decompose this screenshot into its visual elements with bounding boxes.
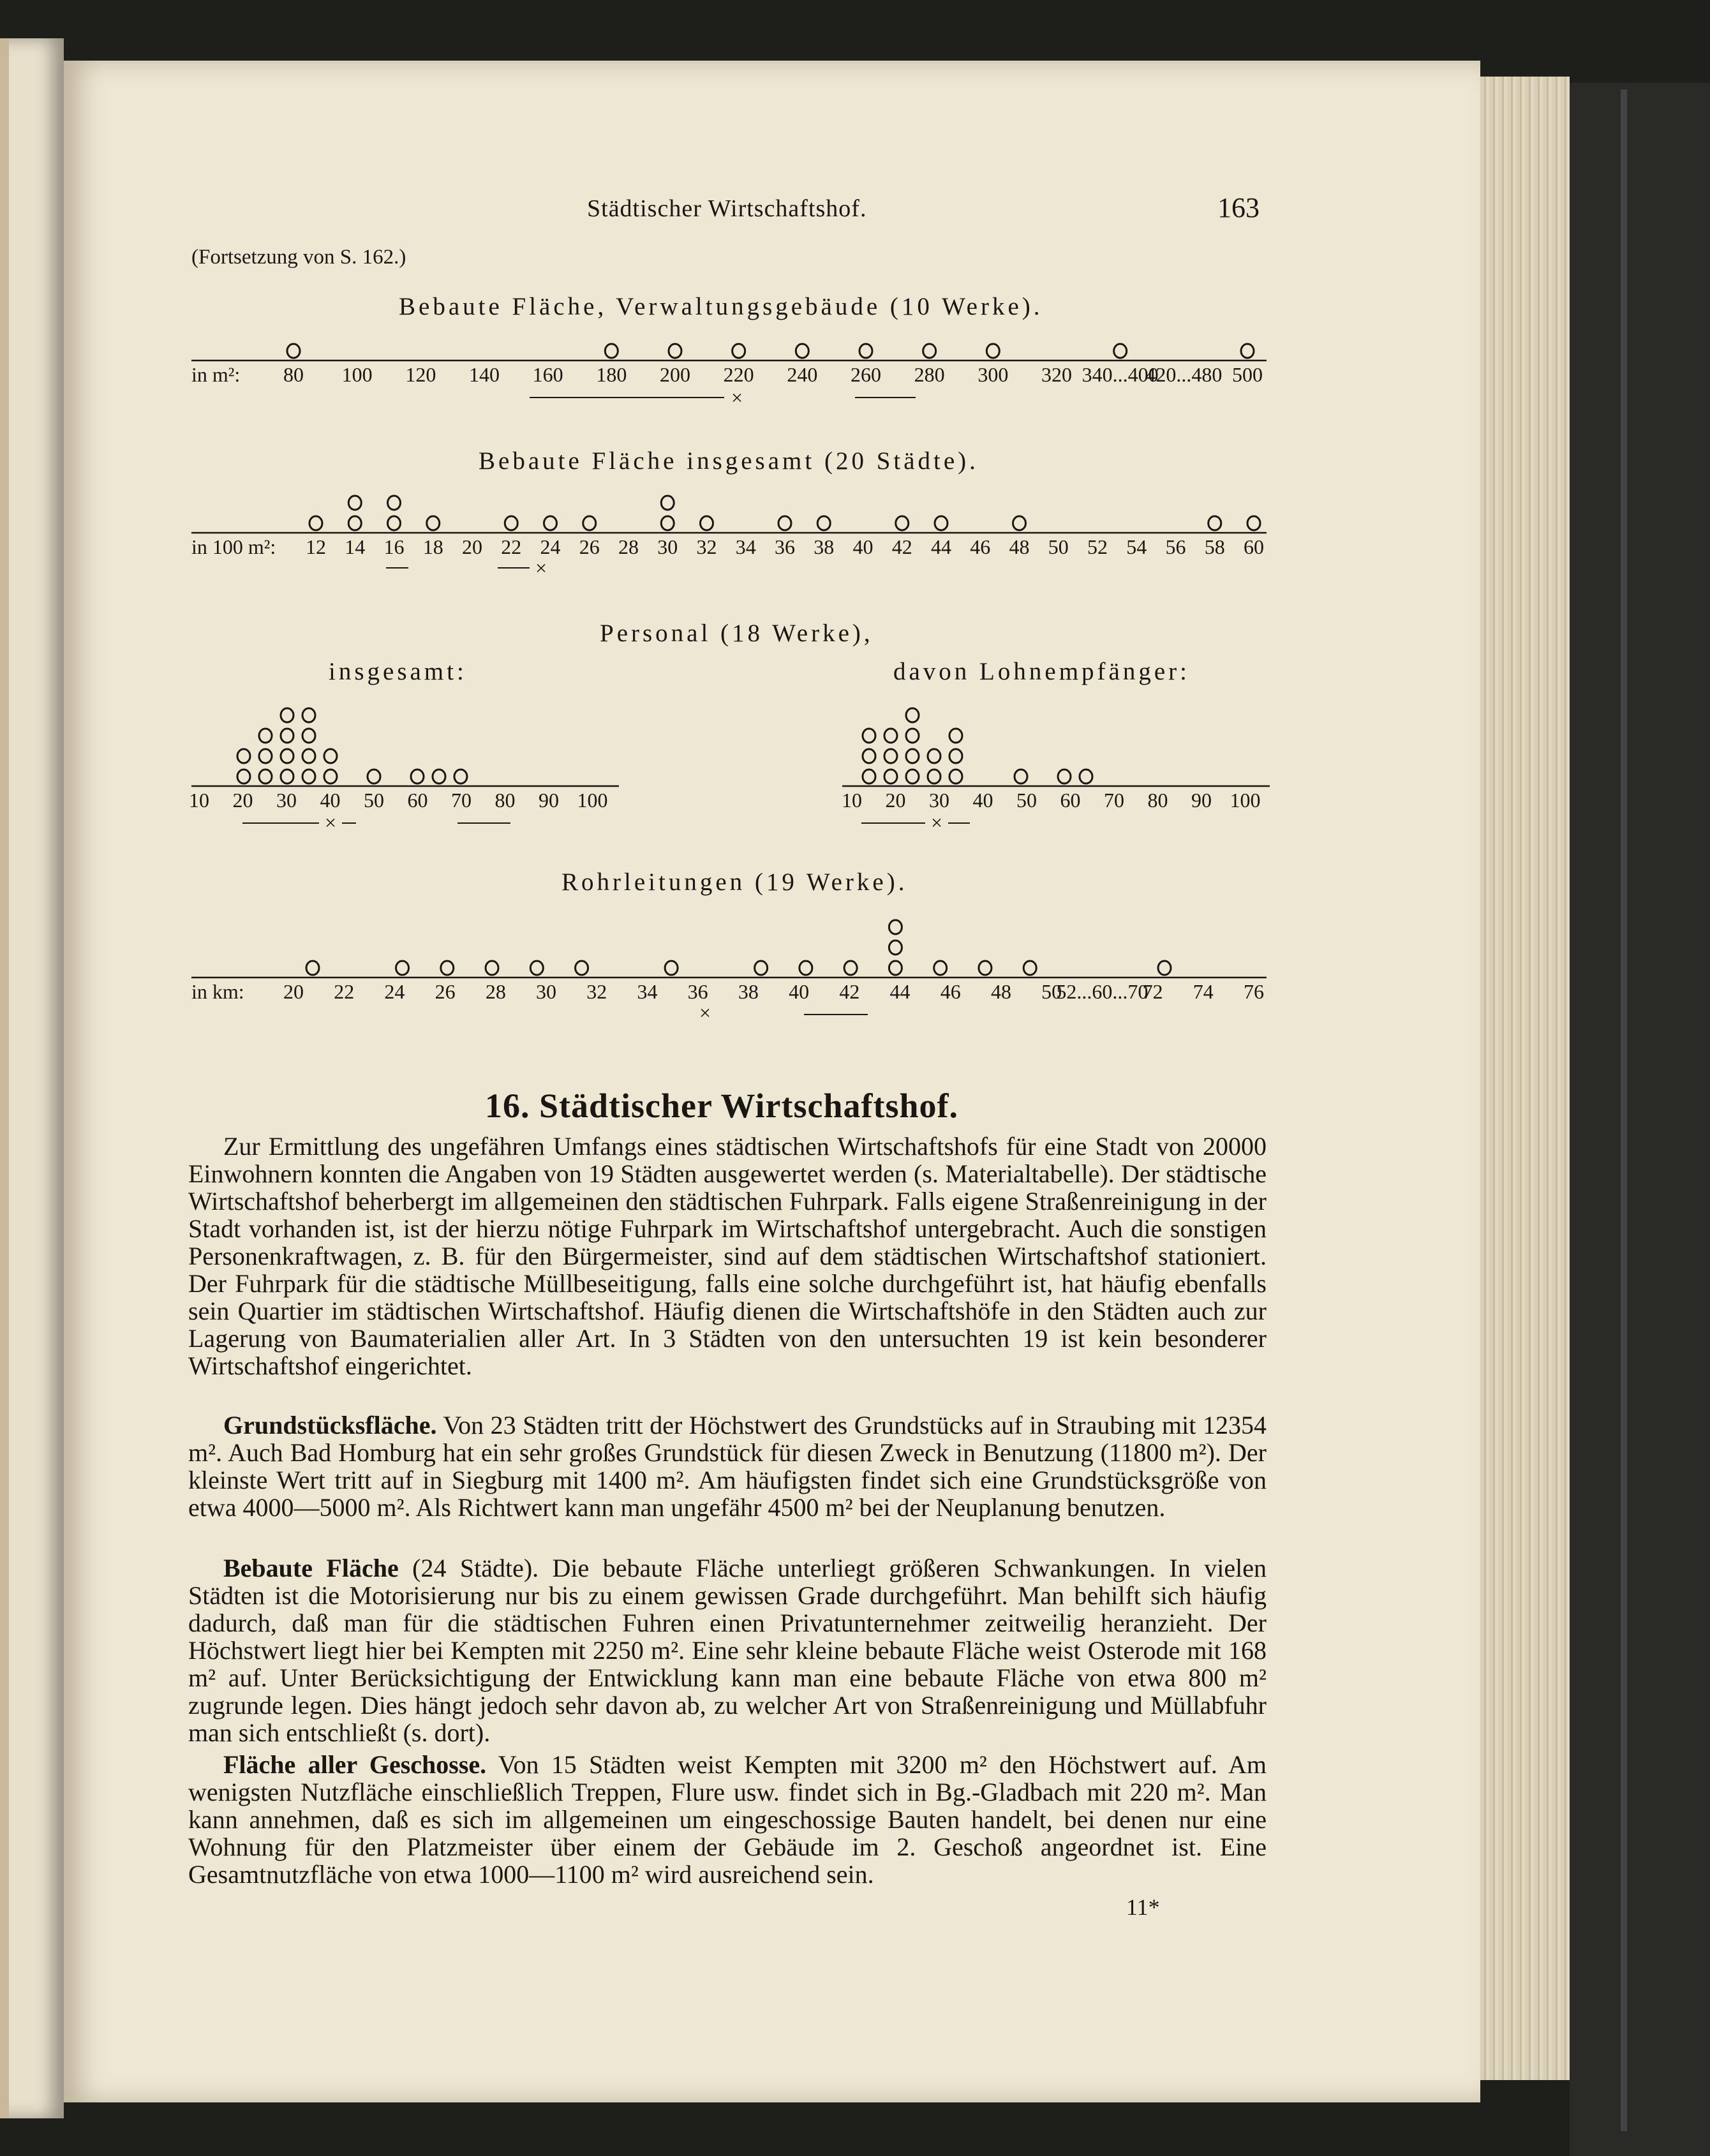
chart2-tick-label: 30 bbox=[657, 535, 678, 558]
chart1-unit-label: in m²: bbox=[191, 363, 241, 386]
paragraph-bebaute-text: (24 Städte). Die bebaute Fläche unterliegt größeren Schwankungen. In vielen Städten ist die Motorisierung nur bis zu einem gewissen Grade durchgeführt. Man behilft sich häufig dadurch, daß man für die städtischen Fuhren einen Privatunternehmer zeitweilig heranzieht. Der Höchstwert liegt hier bei Kempten mit 2250 m². Eine sehr kleine bebaute Fläche weist Osterode mit 168 m² auf. Unter Berücksichtigung der Entwicklung kann man eine bebaute Fläche von etwa 800 m² zugrunde legen. Dies hängt jedoch sehr davon ab, zu welcher Art von Straßenreinigung und Müllabfuhr man sich entschließt (s. dort). bbox=[188, 1554, 1267, 1747]
chart3b-data-dot bbox=[884, 769, 897, 784]
chart3b-data-dot bbox=[949, 769, 962, 784]
chart3b-tick-label: 90 bbox=[1191, 789, 1212, 812]
chart1-tick-label: 80 bbox=[283, 363, 304, 386]
chart1-data-dot bbox=[732, 344, 745, 358]
chart3b-data-dot bbox=[1015, 769, 1027, 784]
chart3b-data-dot bbox=[949, 729, 962, 743]
chart1-tick-label: 120 bbox=[405, 363, 436, 386]
chart2-tick-label: 34 bbox=[735, 535, 756, 558]
continuation-note: (Fortsetzung von S. 162.) bbox=[191, 246, 406, 269]
chart2-data-dot bbox=[388, 516, 401, 530]
chart2-data-dot bbox=[896, 516, 909, 530]
chart3a-data-dot bbox=[411, 769, 424, 784]
chart2-data-dot bbox=[661, 496, 674, 510]
chart4-dot-plot bbox=[191, 900, 1270, 1027]
chart4-tick-label: 28 bbox=[485, 980, 506, 1003]
chart1-tick-label: 500 bbox=[1232, 363, 1263, 386]
chart3a-data-dot bbox=[259, 769, 272, 784]
paragraph-geschosse-lead: Fläche aller Geschosse. bbox=[223, 1750, 487, 1779]
chart2-data-dot bbox=[1013, 516, 1026, 530]
chart2-tick-label: 36 bbox=[775, 535, 795, 558]
chart4-tick-label: 74 bbox=[1193, 980, 1214, 1003]
chart3b-tick-label: 10 bbox=[842, 789, 862, 812]
chart3a-data-dot bbox=[259, 749, 272, 763]
chart4-tick-label: 36 bbox=[687, 980, 708, 1003]
chart2-tick-label: 46 bbox=[970, 535, 991, 558]
chart3b-tick-label: 60 bbox=[1060, 789, 1081, 812]
chart2-data-dot bbox=[348, 496, 361, 510]
chart3a-data-dot bbox=[281, 708, 294, 722]
chart1-tick-label: 100 bbox=[341, 363, 373, 386]
chart3b-data-dot bbox=[906, 769, 919, 784]
book-cover bbox=[1570, 83, 1710, 2156]
chart2-marks bbox=[306, 496, 1264, 558]
chart1-data-dot bbox=[605, 344, 618, 358]
chart2-data-dot bbox=[505, 516, 517, 530]
chart3a-data-dot bbox=[281, 729, 294, 743]
chart1-tick-label: 160 bbox=[532, 363, 563, 386]
chart4-unit-label: in km: bbox=[191, 980, 244, 1003]
chart3a-data-dot bbox=[302, 769, 315, 784]
chart1-tick-label: 180 bbox=[596, 363, 627, 386]
chart4-tick-label: 76 bbox=[1244, 980, 1264, 1003]
chart3a-data-dot bbox=[324, 769, 337, 784]
chart4-tick-label: 38 bbox=[738, 980, 759, 1003]
chart2-tick-label: 22 bbox=[501, 535, 522, 558]
chart4-tick-label: 24 bbox=[384, 980, 405, 1003]
page-stack-edges bbox=[1480, 77, 1570, 2080]
chart3a-data-dot bbox=[259, 729, 272, 743]
chart3a-tick-label: 70 bbox=[451, 789, 472, 812]
chart3b-tick-label: 50 bbox=[1016, 789, 1037, 812]
chart2-tick-label: 18 bbox=[422, 535, 443, 558]
chart2-data-dot bbox=[348, 516, 361, 530]
chart3b-data-dot bbox=[906, 749, 919, 763]
chart3a-data-dot bbox=[368, 769, 380, 784]
chart3b-marks bbox=[842, 708, 1261, 812]
chart3b-data-dot bbox=[863, 749, 875, 763]
chart4-tick-label: 50 bbox=[1041, 980, 1062, 1003]
chart2-tick-label: 28 bbox=[618, 535, 639, 558]
chart4-tick-label: 32 bbox=[586, 980, 607, 1003]
chart1-data-dot bbox=[1114, 344, 1127, 358]
chart2-tick-label: 50 bbox=[1048, 535, 1069, 558]
chart2-data-dot bbox=[1208, 516, 1221, 530]
chart2-dot-plot bbox=[191, 475, 1270, 584]
chart4-data-dot bbox=[889, 920, 902, 934]
chart3b-dot-plot bbox=[842, 692, 1276, 839]
chart2-unit-label: in 100 m²: bbox=[191, 535, 276, 558]
chart3a-data-dot bbox=[324, 749, 337, 763]
chart1-dot-plot bbox=[191, 325, 1270, 408]
chart1-data-dot bbox=[1241, 344, 1254, 358]
chart2-tick-label: 48 bbox=[1009, 535, 1030, 558]
chart3b-tick-label: 20 bbox=[885, 789, 906, 812]
paragraph-intro bbox=[188, 1133, 1267, 1379]
chart3a-tick-label: 30 bbox=[276, 789, 297, 812]
chart2-tick-label: 42 bbox=[891, 535, 912, 558]
chart3a-tick-label: 40 bbox=[320, 789, 341, 812]
chart2-tick-label: 26 bbox=[579, 535, 600, 558]
chart2-title: Bebaute Fläche insgesamt (20 Städte). bbox=[479, 447, 979, 475]
chart2-data-dot bbox=[935, 516, 948, 530]
chart1-tick-label: 240 bbox=[787, 363, 818, 386]
chart4-median-mark: × bbox=[699, 1001, 711, 1024]
cover-spine-edge bbox=[1621, 89, 1627, 2131]
signature-mark: 11* bbox=[1126, 1894, 1160, 1920]
chart4-tick-label: 52...60...70 bbox=[1056, 980, 1149, 1003]
paragraph-geschosse-text: Von 15 Städten weist Kempten mit 3200 m² den Höchstwert auf. Am wenigsten Nutzfläche einschließlich Treppen, Flure usw. findet sich in Bg.-Gladbach mit 220 m². Man kann annehmen, daß es sich im allgemeinen um eingeschossige Bauten handelt, bei denen nur eine Wohnung für den Platzmeister über einem der Gebäude im 2. Geschoß angeordnet ist. Eine Gesamtnutzfläche von etwa 1000—1100 m² wird ausreichend sein. bbox=[188, 1750, 1267, 1889]
chart1-marks bbox=[283, 344, 1263, 386]
paragraph-bebaute-lead: Bebaute Fläche bbox=[223, 1554, 399, 1582]
chart4-tick-label: 34 bbox=[637, 980, 658, 1003]
chart3b-data-dot bbox=[928, 769, 940, 784]
chart1-tick-label: 280 bbox=[914, 363, 945, 386]
chart2-data-dot bbox=[817, 516, 830, 530]
paragraph-intro-text: Zur Ermittlung des ungefähren Umfangs eines städtischen Wirtschaftshofs für eine Stadt von 20000 Einwohnern konnten die Angaben von 19 Städten ausgewertet werden (s. Materialtabelle). Der städtische Wirtschaftshof beherbergt im allgemeinen den städtischen Fuhrpark. Falls eigene Straßenreinigung in der Stadt vorhanden ist, ist der hierzu nötige Fuhrpark im Wirtschaftshof untergebracht. Auch die sonstigen Personenkraftwagen, z. B. für den Bürgermeister, sind auf dem städtischen Wirtschaftshof stationiert. Der Fuhrpark für die städtische Müllbeseitigung, falls eine solche durchgeführt ist, hat häufig ebenfalls sein Quartier im städtischen Wirtschaftshof. Häufig dienen die Wirtschaftshöfe in den Städten auch zur Lagerung von Baumaterialien aller Art. In 3 Städten von den untersuchten 19 ist kein besonderer Wirtschaftshof eingerichtet. bbox=[188, 1132, 1267, 1380]
chart4-tick-label: 30 bbox=[536, 980, 557, 1003]
chart1-title: Bebaute Fläche, Verwaltungsgebäude (10 Werke). bbox=[399, 293, 1043, 320]
chart2-tick-label: 60 bbox=[1244, 535, 1264, 558]
chart4-data-dot bbox=[441, 961, 454, 975]
chart3a-data-dot bbox=[433, 769, 445, 784]
chart2-data-dot bbox=[1247, 516, 1260, 530]
chart2-median-mark: × bbox=[535, 556, 547, 579]
page-number: 163 bbox=[1217, 192, 1260, 223]
chart3b-tick-label: 80 bbox=[1147, 789, 1168, 812]
chart4-data-dot bbox=[306, 961, 319, 975]
chart2-data-dot bbox=[778, 516, 791, 530]
chart3b-data-dot bbox=[1058, 769, 1071, 784]
chart3a-data-dot bbox=[237, 749, 250, 763]
chart1-median-mark: × bbox=[731, 386, 743, 409]
chart2-tick-label: 20 bbox=[462, 535, 482, 558]
chart4-data-dot bbox=[979, 961, 992, 975]
chart4-tick-label: 44 bbox=[889, 980, 911, 1003]
chart3b-tick-label: 70 bbox=[1104, 789, 1124, 812]
chart1-data-dot bbox=[287, 344, 300, 358]
chart4-data-dot bbox=[1023, 961, 1036, 975]
running-title: Städtischer Wirtschaftshof. bbox=[587, 195, 867, 222]
chart1-tick-label: 260 bbox=[851, 363, 881, 386]
chart1-tick-label: 340...400 bbox=[1082, 363, 1159, 386]
chart4-tick-label: 42 bbox=[839, 980, 860, 1003]
chart2-data-dot bbox=[309, 516, 322, 530]
chart1-tick-label: 320 bbox=[1041, 363, 1072, 386]
chart3b-tick-label: 100 bbox=[1230, 789, 1261, 812]
chart4-data-dot bbox=[486, 961, 498, 975]
paragraph-bebaute bbox=[188, 1554, 1267, 1746]
chart4-data-dot bbox=[396, 961, 409, 975]
chart3b-subtitle: davon Lohnempfänger: bbox=[893, 658, 1190, 685]
paragraph-grundstueck-text: Von 23 Städten tritt der Höchstwert des Grundstücks auf in Straubing mit 12354 m². Auch Bad Homburg hat ein sehr großes Grundstück für diesen Zweck in Benutzung (11800 m²). Der kleinste Wert tritt auf in Siegburg mit 1400 m². Am häufigsten findet sich eine Grundstücksgröße von etwa 4000—5000 m². Als Richtwert kann man ungefähr 4500 m² bei der Neuplanung benutzen. bbox=[188, 1411, 1267, 1522]
chart1-tick-label: 420...480 bbox=[1145, 363, 1223, 386]
chart3a-data-dot bbox=[281, 769, 294, 784]
chart3b-data-dot bbox=[863, 729, 875, 743]
chart4-data-dot bbox=[844, 961, 857, 975]
chart3a-data-dot bbox=[237, 769, 250, 784]
chart4-data-dot bbox=[530, 961, 543, 975]
chart2-data-dot bbox=[701, 516, 713, 530]
chart4-data-dot bbox=[889, 940, 902, 955]
chart1-data-dot bbox=[923, 344, 936, 358]
chart4-tick-label: 40 bbox=[789, 980, 810, 1003]
chart2-tick-label: 52 bbox=[1087, 535, 1108, 558]
chart4-marks bbox=[283, 920, 1264, 1003]
chart2-data-dot bbox=[544, 516, 557, 530]
chart3b-median-mark: × bbox=[930, 811, 943, 834]
chart3b-data-dot bbox=[884, 749, 897, 763]
chart2-tick-label: 14 bbox=[345, 535, 366, 558]
chart3b-data-dot bbox=[906, 729, 919, 743]
chart2-data-dot bbox=[583, 516, 596, 530]
chart3-title: Personal (18 Werke), bbox=[600, 620, 874, 647]
chart1-data-dot bbox=[669, 344, 681, 358]
chart4-tick-label: 22 bbox=[334, 980, 355, 1003]
paragraph-geschosse bbox=[188, 1751, 1267, 1888]
chart3a-tick-label: 90 bbox=[539, 789, 559, 812]
chart2-tick-label: 32 bbox=[696, 535, 717, 558]
chart3a-tick-label: 50 bbox=[364, 789, 384, 812]
chart3b-data-dot bbox=[1080, 769, 1092, 784]
chart3a-subtitle: insgesamt: bbox=[329, 658, 467, 685]
paragraph-grundstueck bbox=[188, 1411, 1267, 1521]
chart2-data-dot bbox=[388, 496, 401, 510]
chart1-data-dot bbox=[796, 344, 808, 358]
chart3a-tick-label: 10 bbox=[189, 789, 209, 812]
chart1-data-dot bbox=[986, 344, 999, 358]
chart4-data-dot bbox=[1158, 961, 1171, 975]
chart1-tick-label: 140 bbox=[469, 363, 500, 386]
chart3b-data-dot bbox=[884, 729, 897, 743]
chart3b-data-dot bbox=[906, 708, 919, 722]
chart2-data-dot bbox=[427, 516, 440, 530]
paragraph-grundstueck-lead: Grundstücksfläche. bbox=[223, 1411, 437, 1439]
section-title: 16. Städtischer Wirtschaftshof. bbox=[485, 1087, 959, 1125]
chart4-data-dot bbox=[889, 961, 902, 975]
chart3a-tick-label: 60 bbox=[407, 789, 428, 812]
chart3a-tick-label: 20 bbox=[232, 789, 253, 812]
chart4-data-dot bbox=[799, 961, 812, 975]
left-page-margin bbox=[0, 38, 9, 2118]
chart4-data-dot bbox=[934, 961, 947, 975]
chart1-data-dot bbox=[859, 344, 872, 358]
chart1-tick-label: 220 bbox=[723, 363, 754, 386]
chart3b-tick-label: 30 bbox=[929, 789, 949, 812]
chart2-tick-label: 38 bbox=[814, 535, 835, 558]
left-page-edge bbox=[0, 38, 64, 2118]
chart4-data-dot bbox=[576, 961, 588, 975]
chart2-tick-label: 58 bbox=[1204, 535, 1225, 558]
chart3a-marks bbox=[189, 708, 608, 812]
chart4-tick-label: 72 bbox=[1142, 980, 1163, 1003]
chart3b-tick-label: 40 bbox=[972, 789, 993, 812]
chart4-tick-label: 20 bbox=[283, 980, 304, 1003]
chart1-tick-label: 300 bbox=[978, 363, 1009, 386]
chart4-data-dot bbox=[755, 961, 768, 975]
chart3a-dot-plot bbox=[191, 692, 625, 839]
chart2-tick-label: 54 bbox=[1126, 535, 1147, 558]
chart4-tick-label: 48 bbox=[990, 980, 1011, 1003]
chart3a-data-dot bbox=[454, 769, 467, 784]
chart3a-data-dot bbox=[281, 749, 294, 763]
chart2-data-dot bbox=[661, 516, 674, 530]
chart3a-data-dot bbox=[302, 708, 315, 722]
chart4-title: Rohrleitungen (19 Werke). bbox=[561, 868, 908, 896]
chart2-tick-label: 24 bbox=[540, 535, 561, 558]
chart4-tick-label: 26 bbox=[435, 980, 456, 1003]
chart1-tick-label: 200 bbox=[660, 363, 690, 386]
chart2-tick-label: 16 bbox=[383, 535, 405, 558]
chart3b-data-dot bbox=[863, 769, 875, 784]
chart2-tick-label: 12 bbox=[306, 535, 326, 558]
chart3a-tick-label: 80 bbox=[494, 789, 516, 812]
chart4-tick-label: 46 bbox=[940, 980, 961, 1003]
chart2-tick-label: 56 bbox=[1165, 535, 1186, 558]
chart3b-data-dot bbox=[928, 749, 940, 763]
chart4-data-dot bbox=[665, 961, 678, 975]
chart3a-data-dot bbox=[302, 729, 315, 743]
chart3b-data-dot bbox=[949, 749, 962, 763]
chart3a-tick-label: 100 bbox=[577, 789, 608, 812]
chart2-tick-label: 40 bbox=[852, 535, 874, 558]
chart3a-median-mark: × bbox=[324, 811, 337, 834]
chart2-tick-label: 44 bbox=[931, 535, 951, 558]
chart3a-data-dot bbox=[302, 749, 315, 763]
